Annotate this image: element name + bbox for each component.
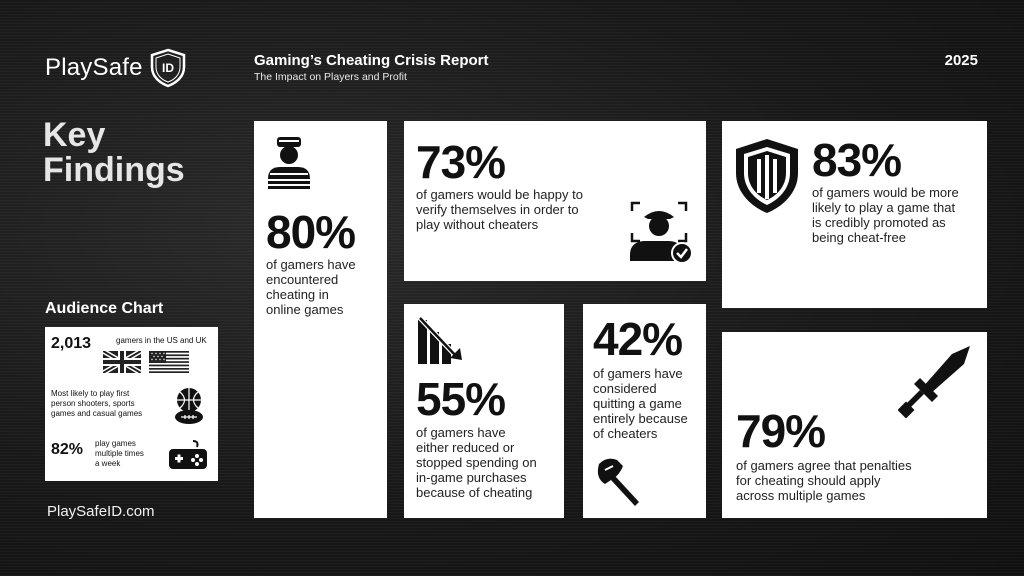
finding-80-desc-line4: online games bbox=[266, 302, 344, 317]
report-year: 2025 bbox=[944, 52, 978, 69]
finding-83-desc-line1: of gamers would be more bbox=[812, 185, 959, 200]
finding-55-desc-line2: either reduced or bbox=[416, 440, 515, 455]
finding-83-desc-line2: likely to play a game that bbox=[812, 200, 956, 215]
us-flag-icon bbox=[149, 351, 189, 373]
declining-chart-icon bbox=[416, 316, 466, 366]
audience-box bbox=[45, 327, 218, 481]
footer-url[interactable]: PlaySafeID.com bbox=[47, 503, 155, 520]
finding-55-desc-line5: because of cheating bbox=[416, 485, 533, 500]
finding-card-79 bbox=[722, 332, 987, 518]
finding-55-desc-line3: stopped spending on bbox=[416, 455, 537, 470]
finding-79-desc-line3: across multiple games bbox=[736, 488, 866, 503]
brand-name: PlaySafe bbox=[45, 54, 143, 81]
finding-73-desc-line1: of gamers would be happy to bbox=[416, 187, 583, 202]
verified-person-icon bbox=[624, 195, 694, 265]
axe-icon bbox=[593, 456, 645, 508]
finding-80-desc bbox=[266, 257, 356, 317]
finding-42-desc-line5: of cheaters bbox=[593, 426, 658, 441]
audience-title: Audience Chart bbox=[45, 300, 164, 317]
finding-73-pct: 73% bbox=[416, 136, 506, 188]
finding-80-desc-line2: encountered bbox=[266, 272, 339, 287]
audience-freq-label bbox=[95, 439, 144, 469]
finding-80-desc-line3: cheating in bbox=[266, 287, 329, 302]
audience-freq-line2: multiple times bbox=[95, 449, 144, 458]
finding-42-desc-line2: considered bbox=[593, 381, 657, 396]
prisoner-icon bbox=[266, 135, 312, 191]
finding-79-desc-line2: for cheating should apply bbox=[736, 473, 881, 488]
finding-42-desc-line3: quitting a game bbox=[593, 396, 682, 411]
key-findings-line1: Key bbox=[43, 116, 106, 154]
finding-55-desc-line4: in-game purchases bbox=[416, 470, 527, 485]
key-findings-line2: Findings bbox=[43, 151, 185, 189]
sports-balls-icon bbox=[171, 387, 207, 425]
finding-73-desc-line2: verify themselves in order to bbox=[416, 202, 579, 217]
finding-79-desc bbox=[736, 458, 912, 503]
audience-genres-line3: games and casual games bbox=[51, 409, 143, 418]
finding-55-desc-line1: of gamers have bbox=[416, 425, 506, 440]
sword-icon bbox=[898, 344, 974, 418]
audience-freq-pct: 82% bbox=[51, 441, 84, 458]
audience-count-label: gamers in the US and UK bbox=[116, 336, 207, 345]
audience-genres bbox=[51, 389, 171, 419]
audience-freq-row bbox=[51, 441, 83, 459]
brand-badge: ID bbox=[161, 61, 174, 75]
finding-42-desc bbox=[593, 366, 688, 441]
gamepad-icon bbox=[167, 439, 209, 473]
uk-flag-icon bbox=[103, 351, 141, 373]
report-title: Gaming’s Cheating Crisis Report bbox=[254, 52, 489, 69]
finding-80-pct: 80% bbox=[266, 206, 356, 258]
finding-80-desc-line1: of gamers have bbox=[266, 257, 356, 272]
finding-card-73 bbox=[404, 121, 706, 281]
finding-42-desc-line1: of gamers have bbox=[593, 366, 683, 381]
shield-id-icon bbox=[149, 48, 187, 88]
finding-83-pct: 83% bbox=[812, 134, 902, 186]
finding-card-83 bbox=[722, 121, 987, 308]
finding-83-desc-line4: being cheat-free bbox=[812, 230, 906, 245]
finding-55-pct: 55% bbox=[416, 373, 506, 425]
audience-count: 2,013 bbox=[51, 335, 92, 352]
finding-79-desc-line1: of gamers agree that penalties bbox=[736, 458, 912, 473]
audience-freq-line3: a week bbox=[95, 459, 121, 468]
finding-79-pct: 79% bbox=[736, 405, 826, 457]
finding-73-desc bbox=[416, 187, 583, 232]
finding-73-desc-line3: play without cheaters bbox=[416, 217, 539, 232]
finding-55-desc bbox=[416, 425, 537, 500]
finding-card-80 bbox=[254, 121, 387, 518]
key-findings-heading bbox=[43, 118, 243, 188]
finding-83-desc-line3: is credibly promoted as bbox=[812, 215, 946, 230]
finding-42-desc-line4: entirely because bbox=[593, 411, 688, 426]
finding-42-pct: 42% bbox=[593, 313, 683, 365]
audience-genres-line1: Most likely to play first bbox=[51, 389, 130, 398]
audience-count-row bbox=[51, 335, 91, 353]
report-subtitle: The Impact on Players and Profit bbox=[254, 71, 407, 83]
finding-card-42 bbox=[583, 304, 706, 518]
audience-genres-line2: person shooters, sports bbox=[51, 399, 135, 408]
finding-83-desc bbox=[812, 185, 959, 245]
shield-icon bbox=[734, 137, 800, 215]
brand-logo bbox=[45, 48, 187, 88]
audience-freq-line1: play games bbox=[95, 439, 136, 448]
finding-card-55 bbox=[404, 304, 564, 518]
